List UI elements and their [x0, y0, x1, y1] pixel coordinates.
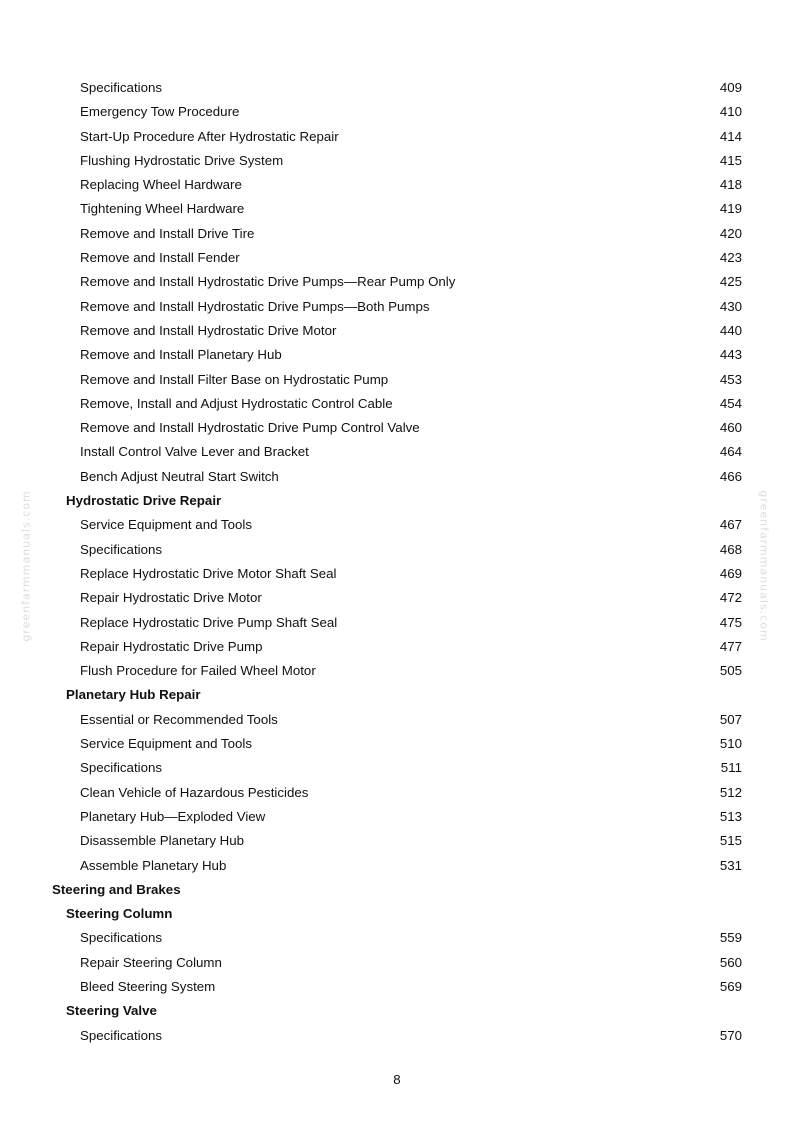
- toc-entry-page: 469: [719, 565, 742, 581]
- toc-entry-title: Specifications: [80, 930, 163, 946]
- toc-entry-title: Specifications: [80, 760, 163, 776]
- toc-entry[interactable]: [0, 465, 794, 489]
- toc-entry-title: Steering and Brakes: [52, 881, 181, 897]
- toc-entry[interactable]: [0, 562, 794, 586]
- toc-entry-title: Remove and Install Fender: [80, 250, 240, 266]
- toc-entry[interactable]: [0, 538, 794, 562]
- page-number: 8: [393, 1072, 401, 1087]
- toc-entry-title: Replacing Wheel Hardware: [80, 177, 242, 193]
- toc-entry-page: 475: [719, 614, 742, 630]
- toc-entry-title: Remove and Install Hydrostatic Drive Pump Control Valve: [80, 420, 420, 436]
- toc-entry-title: Remove and Install Planetary Hub: [80, 347, 282, 363]
- toc-entry-title: Remove, Install and Adjust Hydrostatic Control Cable: [80, 395, 393, 411]
- toc-entry-title: Service Equipment and Tools: [80, 736, 252, 752]
- toc-entry[interactable]: [0, 125, 794, 149]
- toc-entry-page: 420: [719, 225, 742, 241]
- toc-entry-title: Repair Hydrostatic Drive Pump: [80, 638, 263, 654]
- toc-entry[interactable]: [0, 926, 794, 950]
- toc-entry[interactable]: [0, 732, 794, 756]
- table-of-contents: [0, 76, 794, 1048]
- toc-subsection-heading[interactable]: [0, 489, 794, 513]
- toc-entry[interactable]: [0, 197, 794, 221]
- toc-entry[interactable]: [0, 951, 794, 975]
- toc-entry-title: Steering Column: [66, 906, 173, 922]
- toc-entry-page: 440: [719, 322, 742, 338]
- toc-entry[interactable]: [0, 513, 794, 537]
- toc-entry-title: Start-Up Procedure After Hydrostatic Repair: [80, 128, 339, 144]
- toc-entry-page: 460: [719, 420, 742, 436]
- toc-entry[interactable]: [0, 392, 794, 416]
- toc-entry[interactable]: [0, 635, 794, 659]
- toc-entry-page: 419: [719, 201, 742, 217]
- toc-entry[interactable]: [0, 343, 794, 367]
- watermark-left: greenfarmmanuals.com: [19, 490, 33, 642]
- toc-entry[interactable]: [0, 270, 794, 294]
- toc-entry[interactable]: [0, 975, 794, 999]
- toc-entry-page: 513: [719, 808, 742, 824]
- toc-entry-title: Remove and Install Drive Tire: [80, 225, 255, 241]
- toc-entry[interactable]: [0, 319, 794, 343]
- toc-section-heading[interactable]: [0, 878, 794, 902]
- toc-entry-title: Tightening Wheel Hardware: [80, 201, 245, 217]
- toc-entry-page: 414: [719, 128, 742, 144]
- toc-entry-page: 531: [719, 857, 742, 873]
- toc-entry-title: Assemble Planetary Hub: [80, 857, 227, 873]
- toc-entry[interactable]: [0, 440, 794, 464]
- toc-entry-title: Hydrostatic Drive Repair: [66, 493, 222, 509]
- toc-entry-title: Remove and Install Hydrostatic Drive Pumps—Both Pumps: [80, 298, 430, 314]
- toc-entry-page: 467: [719, 517, 742, 533]
- toc-entry[interactable]: [0, 368, 794, 392]
- toc-entry[interactable]: [0, 222, 794, 246]
- toc-entry-title: Specifications: [80, 541, 163, 557]
- toc-entry-page: 453: [719, 371, 742, 387]
- toc-entry-page: 425: [719, 274, 742, 290]
- toc-entry-page: 569: [719, 978, 742, 994]
- toc-entry-page: 515: [719, 833, 742, 849]
- toc-entry-title: Specifications: [80, 80, 163, 95]
- toc-entry[interactable]: [0, 854, 794, 878]
- toc-entry-page: 477: [719, 638, 742, 654]
- toc-entry[interactable]: [0, 1024, 794, 1048]
- toc-entry-page: 409: [719, 80, 742, 95]
- toc-subsection-heading[interactable]: [0, 902, 794, 926]
- toc-entry-page: 466: [719, 468, 742, 484]
- toc-entry[interactable]: [0, 829, 794, 853]
- toc-entry-title: Flushing Hydrostatic Drive System: [80, 152, 284, 168]
- toc-entry[interactable]: [0, 100, 794, 124]
- toc-entry-page: 410: [719, 104, 742, 120]
- toc-entry-title: Essential or Recommended Tools: [80, 711, 278, 727]
- toc-entry[interactable]: [0, 611, 794, 635]
- toc-subsection-heading[interactable]: [0, 999, 794, 1023]
- toc-entry-title: Replace Hydrostatic Drive Pump Shaft Seal: [80, 614, 338, 630]
- toc-entry-title: Replace Hydrostatic Drive Motor Shaft Seal: [80, 565, 337, 581]
- toc-entry[interactable]: [0, 295, 794, 319]
- toc-entry-page: 472: [719, 590, 742, 606]
- toc-entry-page: 505: [719, 663, 742, 679]
- toc-entry[interactable]: [0, 246, 794, 270]
- toc-entry-page: 464: [719, 444, 742, 460]
- toc-entry-title: Service Equipment and Tools: [80, 517, 252, 533]
- toc-entry-title: Emergency Tow Procedure: [80, 104, 240, 120]
- toc-entry[interactable]: [0, 173, 794, 197]
- toc-entry-page: 510: [719, 736, 742, 752]
- toc-entry[interactable]: [0, 708, 794, 732]
- toc-entry-page: 507: [719, 711, 742, 727]
- toc-entry[interactable]: [0, 805, 794, 829]
- toc-entry-page: 415: [719, 152, 742, 168]
- toc-entry-page: 468: [719, 541, 742, 557]
- toc-entry[interactable]: [0, 659, 794, 683]
- toc-entry-page: 512: [719, 784, 742, 800]
- toc-entry-title: Remove and Install Hydrostatic Drive Pumps—Rear Pump Only: [80, 274, 456, 290]
- toc-entry-page: 570: [719, 1027, 742, 1043]
- toc-entry-title: Repair Steering Column: [80, 954, 222, 970]
- toc-entry-page: 559: [719, 930, 742, 946]
- toc-entry-page: 560: [719, 954, 742, 970]
- toc-entry-title: Planetary Hub—Exploded View: [80, 808, 266, 824]
- toc-entry-page: 454: [719, 395, 742, 411]
- toc-entry-title: Steering Valve: [66, 1003, 157, 1019]
- toc-entry-title: Repair Hydrostatic Drive Motor: [80, 590, 262, 606]
- toc-entry-title: Install Control Valve Lever and Bracket: [80, 444, 309, 460]
- watermark-right: greenfarmmanuals.com: [757, 490, 771, 642]
- toc-entry[interactable]: [0, 416, 794, 440]
- toc-entry-title: Clean Vehicle of Hazardous Pesticides: [80, 784, 309, 800]
- toc-entry[interactable]: [0, 586, 794, 610]
- toc-entry-title: Flush Procedure for Failed Wheel Motor: [80, 663, 316, 679]
- toc-entry-page: 443: [719, 347, 742, 363]
- toc-entry[interactable]: [0, 781, 794, 805]
- toc-entry-page: 511: [720, 760, 742, 776]
- toc-entry[interactable]: [0, 149, 794, 173]
- toc-entry-title: Bench Adjust Neutral Start Switch: [80, 468, 279, 484]
- toc-entry-title: Disassemble Planetary Hub: [80, 833, 245, 849]
- toc-entry-title: Specifications: [80, 1027, 163, 1043]
- toc-entry-page: 423: [719, 250, 742, 266]
- toc-entry-page: 418: [719, 177, 742, 193]
- toc-entry-title: Planetary Hub Repair: [66, 687, 201, 703]
- toc-entry-title: Bleed Steering System: [80, 978, 216, 994]
- toc-entry[interactable]: [0, 756, 794, 780]
- toc-entry-page: 430: [719, 298, 742, 314]
- toc-entry-title: Remove and Install Filter Base on Hydrostatic Pump: [80, 371, 389, 387]
- toc-subsection-heading[interactable]: [0, 683, 794, 707]
- toc-entry-title: Remove and Install Hydrostatic Drive Motor: [80, 322, 337, 338]
- toc-entry[interactable]: [0, 76, 794, 100]
